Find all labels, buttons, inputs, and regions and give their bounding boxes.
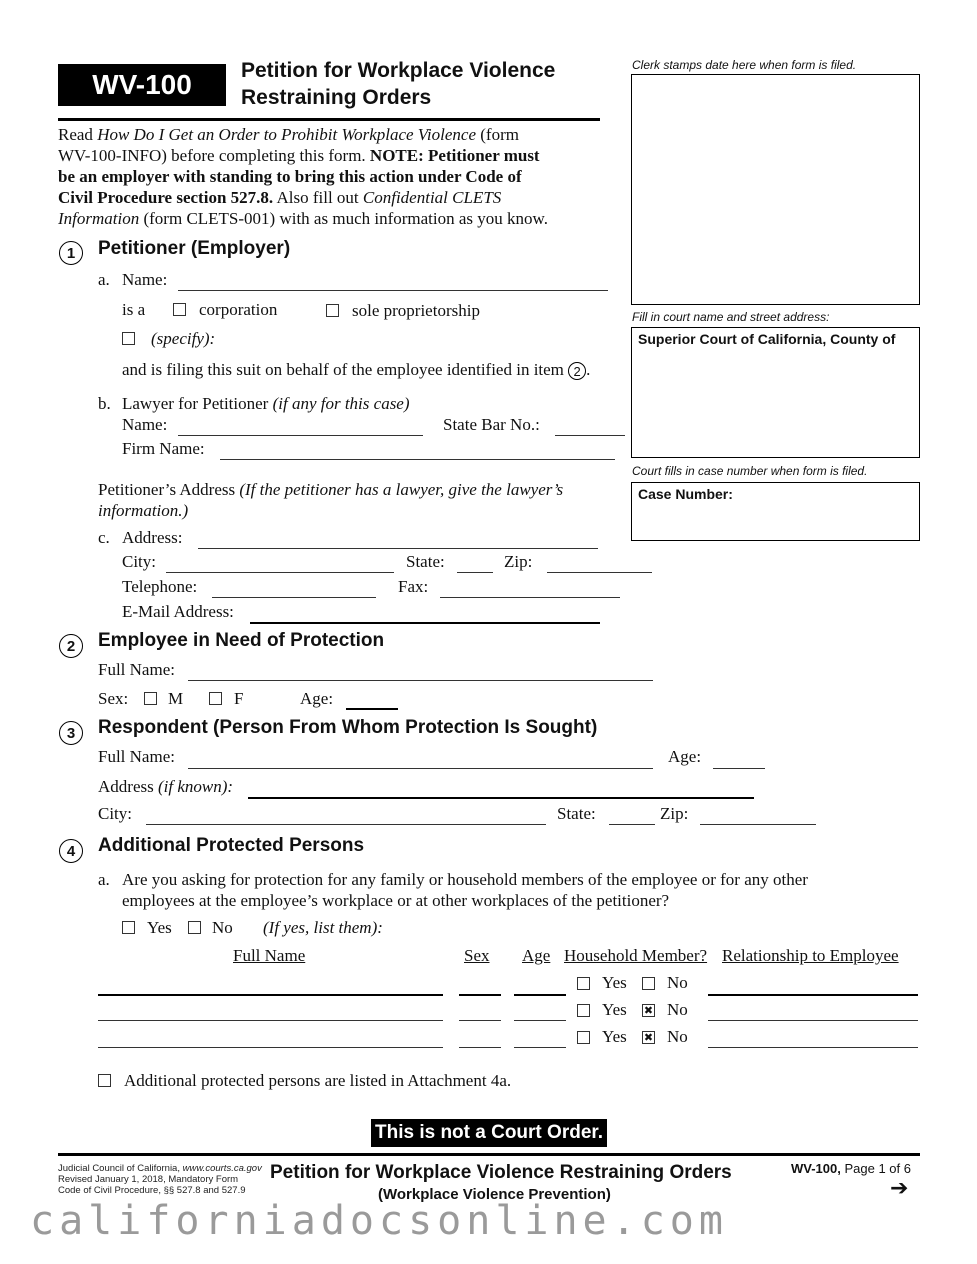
telephone-line: [212, 597, 376, 598]
zip-input[interactable]: [549, 551, 650, 571]
state-label: State:: [406, 552, 445, 571]
intro-paragraph: Read How Do I Get an Order to Prohibit Workplace Violence (form WV-100-INFO) before completing this form. NOTE: Petitioner must be an employer with standing to bring this action under Code of Civil Procedure section 527.8. Also fill out Confidential CLETS Information (form CLETS-001) with as much information as you know.: [58, 125, 548, 228]
respondent-name-input[interactable]: [190, 747, 651, 767]
row3-no-checkbox[interactable]: ✖: [643, 1031, 654, 1044]
row1-yes-checkbox[interactable]: [577, 977, 590, 990]
row2-no-label: No: [667, 1000, 688, 1019]
state-bar-line: [555, 435, 625, 436]
section-2-number: 2: [59, 634, 83, 658]
email-input[interactable]: [252, 601, 598, 621]
section-1-number: 1: [59, 241, 83, 265]
section-4-title: Additional Protected Persons: [98, 835, 365, 856]
address-line: [198, 548, 598, 549]
state-bar-input[interactable]: [557, 414, 623, 434]
employee-age-label: Age:: [300, 689, 334, 708]
address-input[interactable]: [200, 527, 596, 547]
row2-yes-checkbox[interactable]: [577, 1004, 590, 1017]
section-2-title: Employee in Need of Protection: [98, 630, 385, 651]
zip-line: [547, 572, 652, 573]
lawyer-name-input[interactable]: [180, 414, 421, 434]
row2-relationship-line: [708, 1020, 918, 1021]
respondent-address-input[interactable]: [250, 776, 752, 796]
employee-age-input[interactable]: [348, 688, 396, 708]
s1-b-label: b.: [98, 394, 111, 413]
next-page-arrow-icon[interactable]: ➔: [890, 1176, 909, 1201]
sex-m-checkbox[interactable]: [144, 692, 157, 705]
row1-relationship-line: [708, 994, 918, 996]
case-number-box[interactable]: [631, 482, 920, 541]
item-2-ref: 2: [568, 362, 586, 380]
row3-age-line: [514, 1047, 566, 1048]
attachment-4a-checkbox[interactable]: [98, 1074, 111, 1087]
firm-name-label: Firm Name:: [122, 439, 205, 458]
row1-age-line: [514, 994, 566, 996]
state-input[interactable]: [459, 551, 491, 571]
lawyer-label: Lawyer for Petitioner (if any for this case): [122, 394, 410, 413]
firm-name-input[interactable]: [222, 438, 613, 458]
s4-no-label: No: [212, 918, 233, 937]
firm-name-line: [220, 459, 615, 460]
lawyer-name-label: Name:: [122, 415, 168, 434]
footer-title: Petition for Workplace Violence Restraining Orders: [270, 1162, 732, 1183]
court-address-box[interactable]: [631, 327, 920, 458]
row2-sex-line: [459, 1020, 501, 1021]
sole-proprietorship-checkbox[interactable]: [326, 304, 339, 317]
s1-a-label: a.: [98, 270, 110, 289]
telephone-input[interactable]: [214, 576, 374, 596]
court-address-label: Fill in court name and street address:: [632, 310, 830, 324]
sex-m-label: M: [168, 689, 184, 708]
form-code: WV-100: [92, 69, 192, 100]
state-line: [457, 572, 493, 573]
row2-age-line: [514, 1020, 566, 1021]
s4-a-label: a.: [98, 870, 110, 889]
footer-rule: [58, 1153, 920, 1156]
s1-name-label: Name:: [122, 270, 168, 289]
respondent-zip-label: Zip:: [660, 804, 689, 823]
respondent-age-line: [713, 768, 765, 769]
col-age: Age: [522, 946, 551, 965]
respondent-state-line: [609, 824, 655, 825]
zip-label: Zip:: [504, 552, 533, 571]
employee-age-line: [346, 708, 398, 710]
row3-relationship-line: [708, 1047, 918, 1048]
section-3-number: 3: [59, 721, 83, 745]
section-4-number: 4: [59, 839, 83, 863]
watermark: californiadocsonline.com: [30, 1198, 728, 1244]
employee-name-line: [188, 680, 653, 681]
petitioner-name-input[interactable]: [180, 270, 606, 290]
email-line: [250, 622, 600, 624]
form-title-line2: Restraining Orders: [241, 86, 432, 109]
row3-yes-checkbox[interactable]: [577, 1031, 590, 1044]
s1-c-label: c.: [98, 528, 110, 547]
row3-yes-label: Yes: [602, 1027, 627, 1046]
s4-if-yes: (If yes, list them):: [263, 918, 383, 937]
case-number-text: Case Number:: [638, 486, 733, 502]
s1-is-a: is a: [122, 300, 146, 319]
s1-name-line: [178, 290, 608, 291]
specify-label: (specify):: [151, 329, 216, 348]
section-3-title: Respondent (Person From Whom Protection Is Sought): [98, 717, 598, 738]
row1-no-checkbox[interactable]: [642, 977, 655, 990]
row2-no-checkbox[interactable]: ✖: [643, 1004, 654, 1017]
fax-label: Fax:: [398, 577, 429, 596]
row2-yes-label: Yes: [602, 1000, 627, 1019]
col-relationship: Relationship to Employee: [722, 946, 899, 965]
col-sex: Sex: [464, 946, 490, 965]
table-row: [98, 1020, 443, 1021]
col-full-name: Full Name: [233, 946, 306, 965]
clerk-stamp-label: Clerk stamps date here when form is filed.: [632, 58, 857, 72]
respondent-city-line: [146, 824, 546, 825]
respondent-name-line: [188, 768, 653, 769]
row1-sex-line: [459, 994, 501, 996]
col-household: Household Member?: [564, 946, 708, 965]
form-title-line1: Petition for Workplace Violence: [241, 59, 556, 82]
s4-yes-label: Yes: [147, 918, 172, 937]
respondent-state-input[interactable]: [611, 803, 653, 823]
address-label: Address:: [122, 528, 183, 547]
respondent-age-label: Age:: [668, 747, 702, 766]
city-line: [166, 572, 394, 573]
attachment-4a-label: Additional protected persons are listed in Attachment 4a.: [124, 1071, 512, 1090]
sex-f-checkbox[interactable]: [209, 692, 222, 705]
state-bar-label: State Bar No.:: [443, 415, 540, 434]
corporation-checkbox[interactable]: [173, 303, 186, 316]
lawyer-name-line: [178, 435, 423, 436]
footer-citation: Judicial Council of California, www.courts.ca.gov Revised January 1, 2018, Mandatory Form Code of Civil Procedure, §§ 527.8 and 527.9: [58, 1163, 262, 1196]
corporation-label: corporation: [199, 300, 278, 319]
row3-no-label: No: [667, 1027, 688, 1046]
sole-proprietorship-label: sole proprietorship: [352, 301, 480, 320]
employee-name-input[interactable]: [190, 659, 651, 679]
row1-yes-label: Yes: [602, 973, 627, 992]
footer-subtitle: (Workplace Violence Prevention): [378, 1186, 611, 1203]
filing-text: and is filing this suit on behalf of the employee identified in item 2 .: [122, 360, 591, 379]
email-label: E-Mail Address:: [122, 602, 234, 621]
petitioner-address-intro: Petitioner’s Address (If the petitioner has a lawyer, give the lawyer’s information.): [98, 480, 564, 520]
employee-sex-label: Sex:: [98, 689, 129, 708]
fax-line: [440, 597, 620, 598]
city-label: City:: [122, 552, 157, 571]
row1-no-label: No: [667, 973, 688, 992]
not-court-order-banner: This is not a Court Order.: [371, 1119, 607, 1147]
respondent-zip-input[interactable]: [702, 803, 814, 823]
section-1-title: Petitioner (Employer): [98, 238, 291, 259]
respondent-zip-line: [700, 824, 816, 825]
respondent-city-input[interactable]: [148, 803, 544, 823]
clerk-stamp-box: [631, 74, 920, 305]
telephone-label: Telephone:: [122, 577, 198, 596]
respondent-address-label: Address (if known):: [98, 777, 234, 796]
s4-question: Are you asking for protection for any family or household members of the employee or for any other employees at the employee’s workplace or at other workplaces of the petitioner?: [122, 870, 808, 910]
case-number-label: Court fills in case number when form is filed.: [632, 464, 868, 478]
footer-page-info: WV-100, Page 1 of 6: [791, 1161, 911, 1176]
respondent-address-line: [248, 797, 754, 799]
table-row: [98, 1047, 443, 1048]
specify-checkbox[interactable]: [122, 332, 135, 345]
table-row: [98, 994, 443, 996]
employee-full-name-label: Full Name:: [98, 660, 175, 679]
s4-no-checkbox[interactable]: [188, 921, 201, 934]
city-input[interactable]: [168, 551, 392, 571]
s4-yes-checkbox[interactable]: [122, 921, 135, 934]
respondent-city-label: City:: [98, 804, 133, 823]
form-title: [241, 57, 555, 111]
sex-f-label: F: [234, 689, 244, 708]
respondent-state-label: State:: [557, 804, 596, 823]
row3-sex-line: [459, 1047, 501, 1048]
respondent-age-input[interactable]: [715, 747, 763, 767]
form-code-box: [58, 64, 226, 106]
fax-input[interactable]: [442, 576, 618, 596]
header-rule: [58, 118, 600, 121]
court-name-text: Superior Court of California, County of: [638, 331, 896, 347]
respondent-full-name-label: Full Name:: [98, 747, 175, 766]
